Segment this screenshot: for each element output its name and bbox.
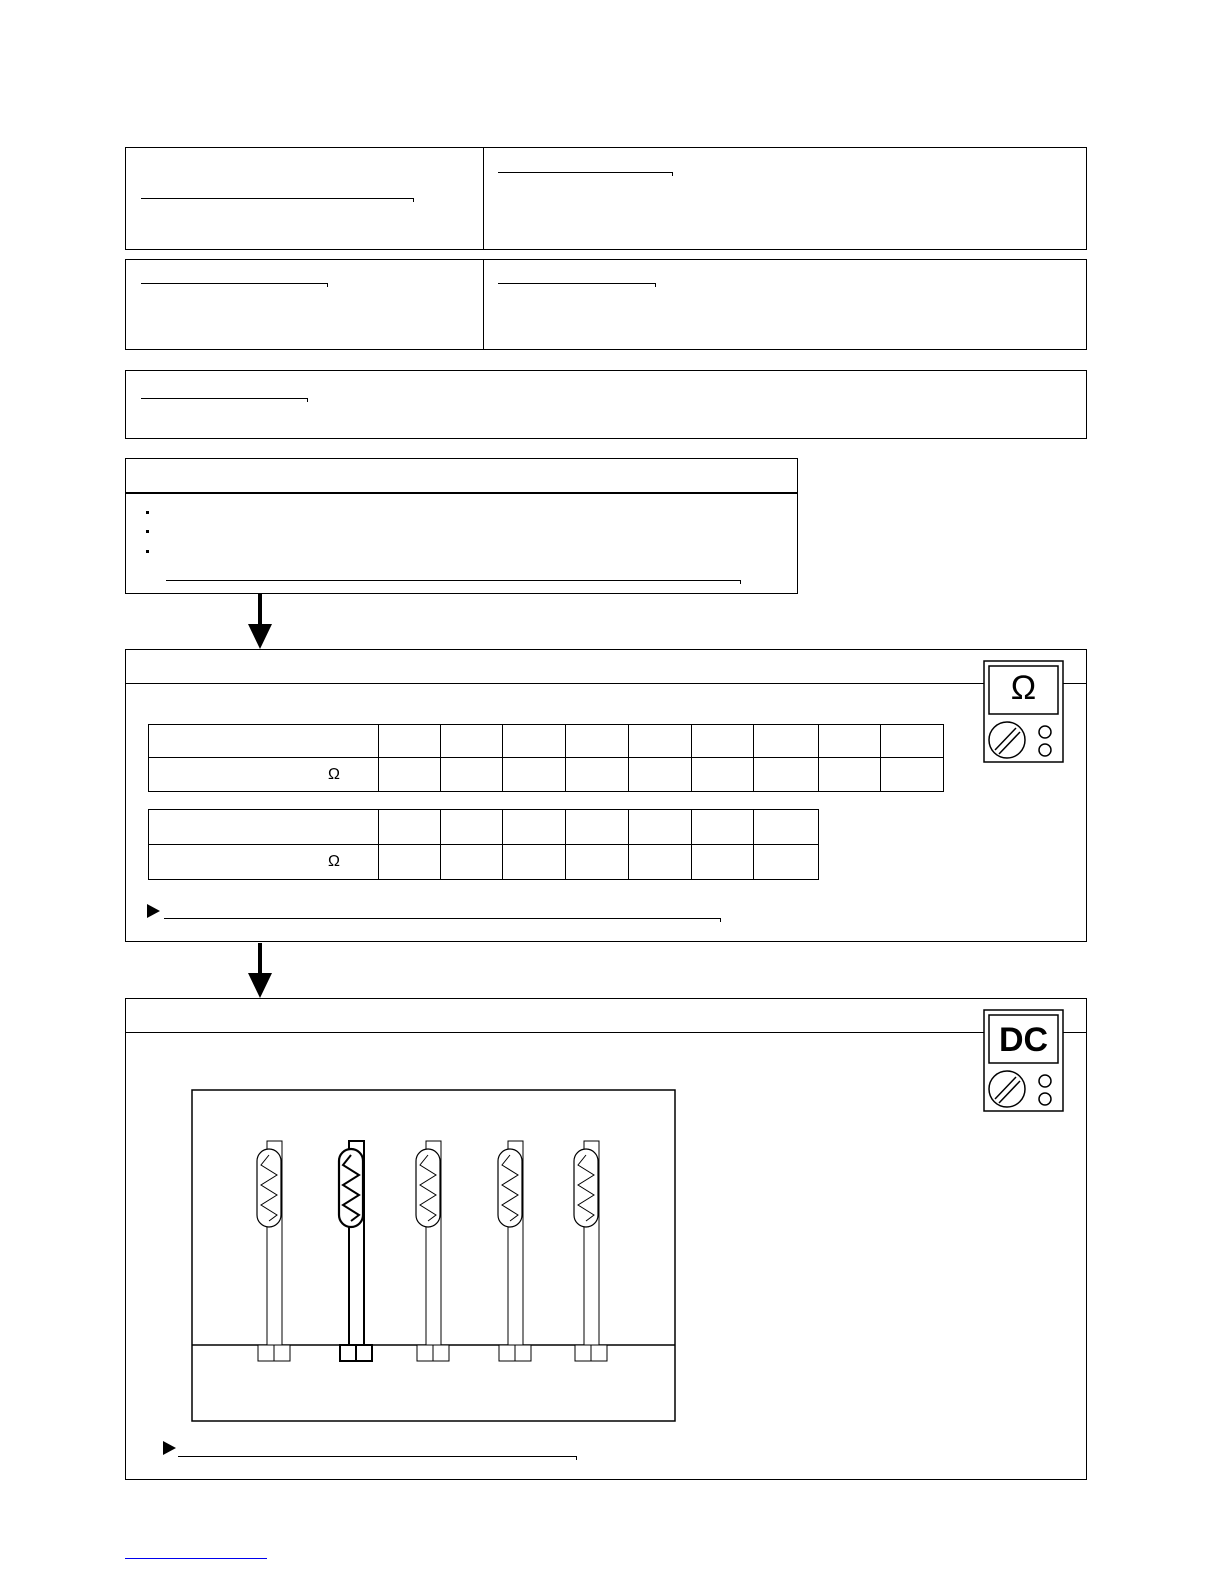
- ohmmeter-icon: [983, 660, 1064, 763]
- result-underline: [178, 1456, 576, 1457]
- table-row: [149, 810, 819, 845]
- resistance-table-1: [148, 724, 944, 792]
- fuse-block-diagram: [191, 1089, 676, 1422]
- step-header-divider: [126, 1032, 1086, 1033]
- step-header-divider: [126, 492, 797, 494]
- result-pointer-icon: [163, 1441, 176, 1455]
- info-box-2: [125, 259, 1087, 350]
- section-underline: [141, 398, 307, 399]
- flow-arrow-down: [246, 594, 274, 650]
- section-underline: [141, 283, 327, 284]
- column-divider: [483, 148, 484, 249]
- result-underline: [164, 918, 720, 919]
- step-box-1: [125, 458, 798, 594]
- note-underline: [166, 580, 740, 581]
- list-bullet: [146, 550, 149, 553]
- table-row: [149, 758, 944, 792]
- result-pointer-icon: [147, 904, 160, 918]
- title-underline: [141, 198, 413, 199]
- step-box-voltage: [125, 998, 1087, 1480]
- footer-link[interactable]: [125, 1558, 267, 1559]
- ohm-unit-label: Ω: [328, 766, 340, 783]
- dc-symbol: DC: [998, 1021, 1049, 1059]
- column-divider: [483, 260, 484, 349]
- info-box-1: [125, 147, 1087, 250]
- step-header-divider: [126, 683, 1086, 684]
- list-bullet: [146, 511, 149, 514]
- step-box-resistance: [125, 649, 1087, 942]
- table-row: [149, 845, 819, 880]
- ohm-unit-label: Ω: [328, 853, 340, 870]
- section-underline: [498, 172, 672, 173]
- table-row: [149, 725, 944, 758]
- dc-voltmeter-icon: [983, 1009, 1064, 1112]
- ohm-symbol: Ω: [1010, 669, 1037, 707]
- resistance-table-2: [148, 809, 819, 880]
- info-box-3: [125, 370, 1087, 439]
- flow-arrow-down: [246, 943, 274, 999]
- list-bullet: [146, 530, 149, 533]
- section-underline: [498, 283, 655, 284]
